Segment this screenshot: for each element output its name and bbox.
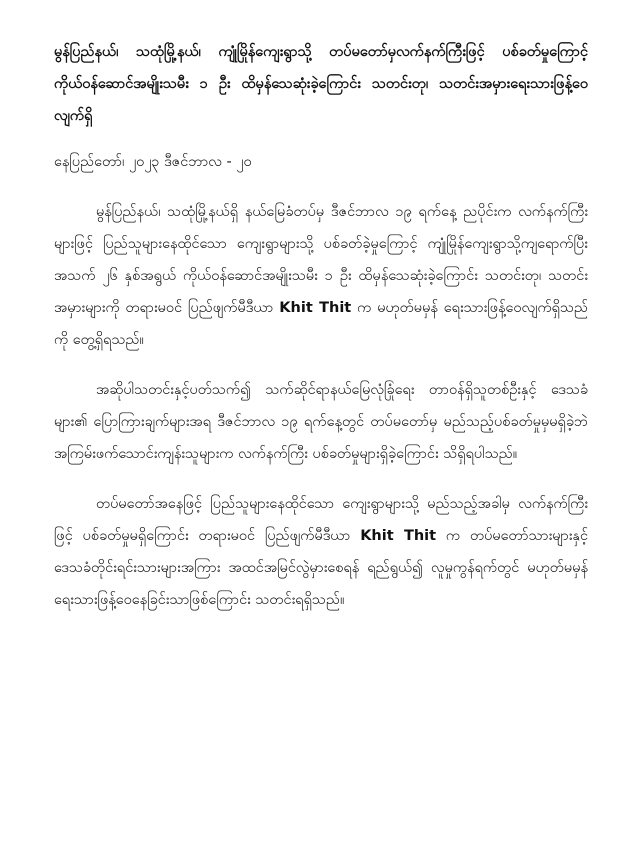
media-source-name: Khit Thit bbox=[279, 300, 352, 316]
article-headline: မွန်ပြည်နယ်၊ သထုံမြို့နယ်၊ ကျုံမြိုန်ကျေးရွာသို့ တပ်မတော်မှလက်နက်ကြီးဖြင့် ပစ်ခတ်မှုကြောင့် ကိုယ်ဝန်ဆောင်အမျိုးသမီး ၁ ဦး ထိမှန်သေဆုံးခဲ့ကြောင်း သတင်းတု၊ သတင်းအမှားရေးသားဖြန့်ဝေလျက်ရှိ bbox=[54, 44, 588, 124]
document-page bbox=[54, 36, 588, 616]
media-source-name: Khit Thit bbox=[360, 528, 437, 544]
paragraph-3-text-b: က တပ်မတော်သားများနှင့် ဒေသခံတိုင်းရင်းသားများအကြား အထင်အမြင်လွဲမှားစေရန် ရည်ရွယ်၍ လူမှုကွန်ရက်တွင် မဟုတ်မမှန် ရေးသားဖြန့်ဝေနေခြင်းသာဖြစ်ကြောင်း သတင်းရရှိသည်။ bbox=[54, 528, 589, 608]
article-dateline: နေပြည်တော်၊ ၂၀၂၃ ဒီဇင်ဘာလ - ၂၀ bbox=[54, 154, 252, 170]
paragraph-1-text-a: မွန်ပြည်နယ်၊ သထုံမြို့နယ်ရှိ နယ်မြေခံတပ်မှ ဒီဇင်ဘာလ ၁၉ ရက်နေ့ ညပိုင်းက လက်နက်ကြီးများဖြင့် ပြည်သူများနေထိုင်သော ကျေးရွာများသို့ ပစ်ခတ်ခဲ့မှုကြောင့် ကျုံမြိုန်ကျေးရွာသို့ကျရောက်ပြီး အသက် ၂၆ နှစ်အရွယ် ကိုယ်ဝန်ဆောင်အမျိုးသမီး ၁ ဦး ထိမှန်သေဆုံးခဲ့ကြောင်း သတင်းတု၊ သတင်းအမှားများကို တရားမဝင် ပြည်ဖျက်မီဒီယာ bbox=[54, 204, 588, 316]
paragraph-1-text-b: က မဟုတ်မမှန် ရေးသားဖြန့်ဝေလျက်ရှိသည်ကို တွေ့ရှိရသည်။ bbox=[54, 300, 589, 348]
paragraph-2: အဆိုပါသတင်းနှင့်ပတ်သက်၍ သက်ဆိုင်ရာနယ်မြေလုံခြုံရေး တာဝန်ရှိသူတစ်ဦးနှင့် ဒေသခံများ၏ ပြောကြားချက်များအရ ဒီဇင်ဘာလ ၁၉ ရက်နေ့တွင် တပ်မတော်မှ မည်သည့်ပစ်ခတ်မှုမှမရှိခဲ့ဘဲ အကြမ်းဖက်သောင်းကျန်းသူများက လက်နက်ကြီး ပစ်ခတ်မှုများရှိခဲ့ကြောင်း သိရှိရပါသည်။ bbox=[54, 382, 588, 462]
paragraph-1 bbox=[54, 196, 588, 356]
paragraph-3 bbox=[54, 488, 588, 616]
paragraph-3-text-a: တပ်မတော်အနေဖြင့် ပြည်သူများနေထိုင်သော ကျေးရွာများသို့ မည်သည့်အခါမှ လက်နက်ကြီးဖြင့် ပစ်ခတ်မှုမရှိကြောင်း တရားမဝင် ပြည်ဖျက်မီဒီယာ bbox=[54, 496, 588, 544]
